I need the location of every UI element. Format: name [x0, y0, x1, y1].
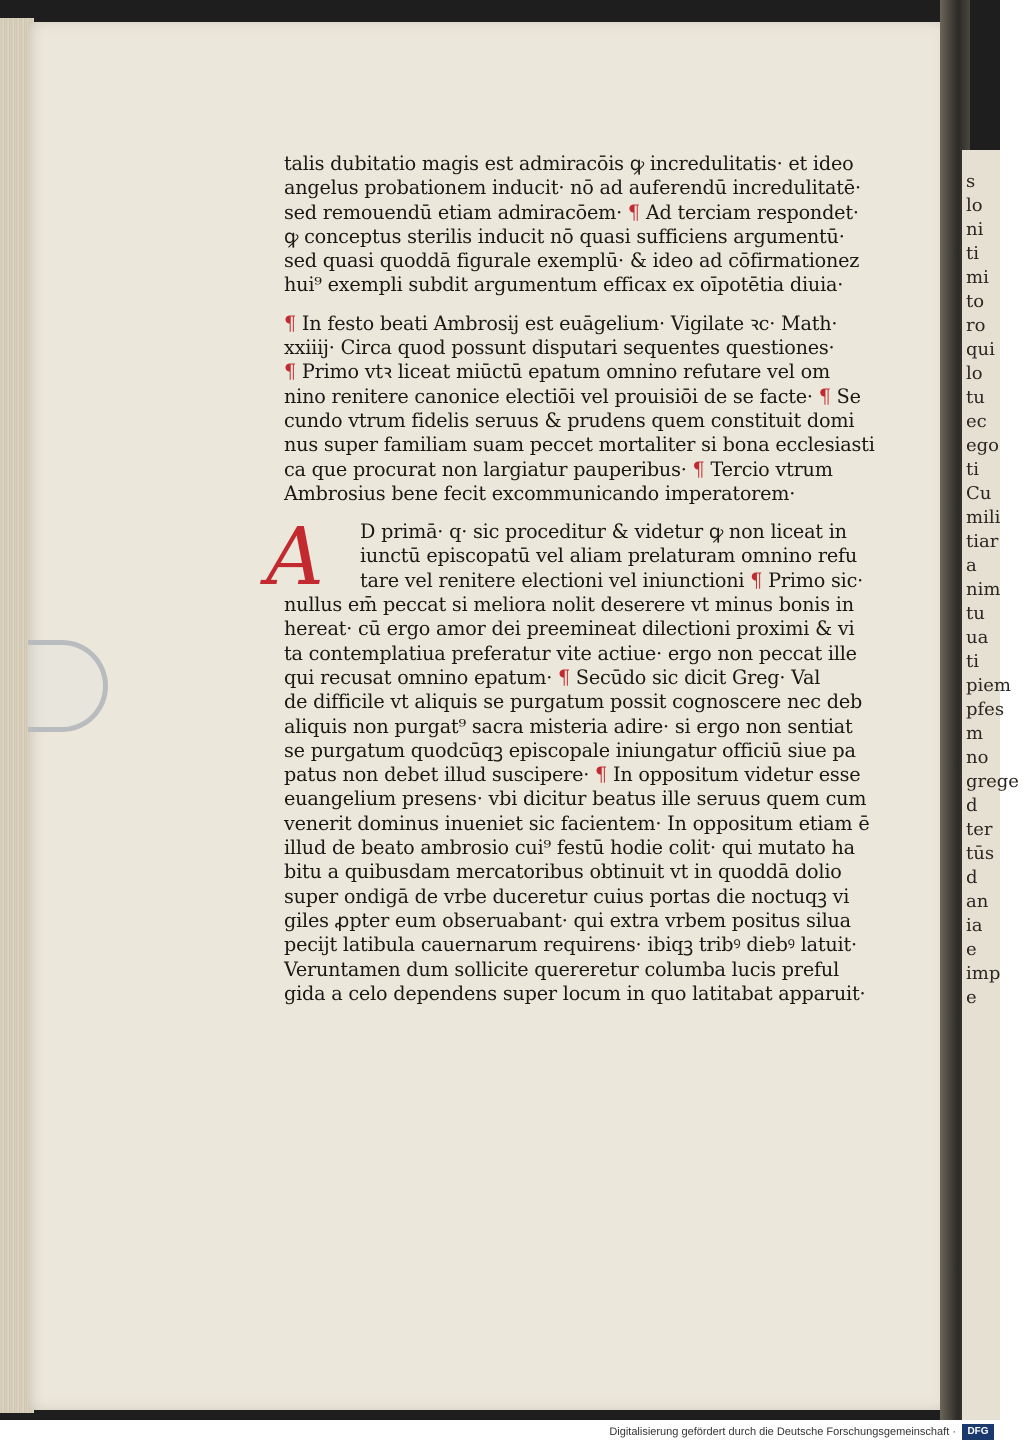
text-line: ca que procurat non largiatur pauperibus· ¶ Tercio vtrum [284, 457, 833, 481]
paragraph-mark: ¶ [692, 457, 705, 481]
text-line: hereat· cū ergo amor dei preemineat dilectioni proximi & vi [284, 617, 855, 641]
edge-text-fragment: ter [966, 819, 993, 840]
edge-text-fragment: piem [966, 675, 1011, 696]
edge-text-fragment: nim [966, 579, 1001, 600]
edge-text-fragment: mili [966, 507, 1001, 528]
paragraph-mark: ¶ [750, 568, 763, 592]
dfg-logo: DFG [962, 1424, 994, 1440]
text-line: Ambrosius bene fecit excommunicando imperatorem· [284, 481, 796, 505]
text-line: pecijt latibula cauernarum requirens· ibiqꝫ tribꝰ diebꝰ latuit· [284, 933, 857, 957]
edge-text-fragment: e [966, 939, 977, 960]
rubricated-initial: A [266, 510, 324, 604]
edge-text-fragment: no [966, 747, 989, 768]
edge-text-fragment: tu [966, 387, 985, 408]
paper-clip [28, 640, 108, 732]
text-line: patus non debet illud suscipere· ¶ In oppositum videtur esse [284, 763, 861, 787]
text-line: super ondigā de vrbe duceretur cuius portas die noctuqꝫ vi [284, 884, 850, 908]
text-line: ¶ Primo vtꝛ liceat miūctū epatum omnino refutare vel om [284, 360, 830, 384]
text-line: giles ꝓpter eum obseruabant· qui extra vrbem positus silua [284, 908, 851, 932]
text-line: euangelium presens· vbi dicitur beatus ille seruus quem cum [284, 787, 867, 811]
paragraph-mark: ¶ [595, 763, 608, 787]
text-line: ¶ In festo beati Ambrosij est euāgelium· Vigilate ꝛc· Math· [284, 311, 838, 335]
text-line: illud de beato ambrosio cui⁹ festū hodie colit· qui mutato ha [284, 836, 855, 860]
edge-text-fragment: qui [966, 339, 995, 360]
edge-text-fragment: ti [966, 243, 979, 264]
paragraph-2 [284, 312, 924, 506]
text-line: de difficile vt aliquis se purgatum possit cognoscere nec deb [284, 690, 863, 714]
text-line: nullus em̄ peccat si meliora nolit deserere vt minus bonis in [284, 593, 854, 617]
edge-text-fragment: an [966, 891, 989, 912]
text-line: qui recusat omnino epatum· ¶ Secūdo sic dicit Greg· Val [284, 665, 821, 689]
paragraph-mark: ¶ [558, 665, 571, 689]
text-line: nus super familiam suam peccet mortaliter si bona ecclesiasti [284, 433, 875, 457]
edge-text-fragment: e [966, 987, 977, 1008]
edge-text-fragment: to [966, 291, 985, 312]
text-line: gida a celo dependens super locum in quo latitabat apparuit· [284, 981, 866, 1005]
digitization-footer [0, 1420, 1000, 1446]
text-line: iunctū episcopatū vel aliam prelaturam omnino refu [360, 544, 858, 568]
text-line: cundo vtrum fidelis seruus & prudens quem constituit domi [284, 408, 855, 432]
text-line: talis dubitatio magis est admiracōis ꝙ incredulitatis· et ideo [284, 152, 854, 175]
edge-text-fragment: ec [966, 411, 987, 432]
edge-text-fragment: lo [966, 363, 983, 384]
edge-text-fragment: mi [966, 267, 989, 288]
edge-text-fragment: imp [966, 963, 1001, 984]
edge-text-fragment: pfes [966, 699, 1005, 720]
paragraph-mark: ¶ [818, 384, 831, 408]
edge-text-fragment: ti [966, 459, 979, 480]
text-line: hui⁹ exempli subdit argumentum efficax ex oīpotētia diuia· [284, 273, 844, 297]
text-line: se purgatum quodcūqꝫ episcopale iniungatur officiū siue pa [284, 738, 856, 762]
edge-text-fragment: tu [966, 603, 985, 624]
edge-text-fragment: d [966, 867, 978, 888]
edge-text-fragment: d [966, 795, 978, 816]
edge-text-fragment: ua [966, 627, 989, 648]
text-line: aliquis non purgat⁹ sacra misteria adire· si ergo non sentiat [284, 714, 853, 738]
text-line: ꝙ conceptus sterilis inducit nō quasi sufficiens argumentū· [284, 224, 845, 248]
text-line: sed quasi quoddā figurale exemplū· & ideo ad cōfirmationez [284, 249, 860, 273]
edge-text-fragment: grege [966, 771, 1019, 792]
edge-text-fragment: Cu [966, 483, 992, 504]
edge-text-fragment: m [966, 723, 984, 744]
text-column [266, 152, 924, 1006]
edge-text-fragment: ego [966, 435, 1000, 456]
edge-text-fragment: tūs [966, 843, 995, 864]
paragraph-3 [266, 510, 924, 1006]
edge-text-fragment: ti [966, 651, 979, 672]
right-page-edge [962, 150, 1019, 1420]
edge-text-fragment: a [966, 555, 977, 576]
text-line: tare vel renitere electioni vel iniunctioni ¶ Primo sic· [360, 568, 864, 592]
text-line: sed remouendū etiam admiracōem· ¶ Ad terciam respondet· [284, 200, 859, 224]
text-line: angelus probationem inducit· nō ad auferendū incredulitatē· [284, 176, 861, 200]
edge-text-fragment: ia [966, 915, 983, 936]
text-line: Veruntamen dum sollicite quereretur columba lucis preful [284, 957, 840, 981]
edge-text-fragment: ro [966, 315, 986, 336]
paragraph-1 [284, 152, 924, 298]
edge-text-fragment: ni [966, 219, 984, 240]
funding-credit: Digitalisierung gefördert durch die Deutsche Forschungsgemeinschaft · [609, 1426, 956, 1438]
edge-text-fragment: s [966, 171, 976, 192]
edge-text-fragment: tiar [966, 531, 999, 552]
text-line: xxiiij· Circa quod possunt disputari sequentes questiones· [284, 336, 835, 360]
right-page-text-fragments [966, 170, 1026, 1010]
paragraph-mark: ¶ [284, 360, 297, 384]
text-line: bitu a quibusdam mercatoribus obtinuit vt in quoddā dolio [284, 860, 842, 884]
edge-text-fragment: lo [966, 195, 983, 216]
text-line: D primā· q· sic proceditur & videtur ꝙ non liceat in [360, 520, 847, 544]
text-line: venerit dominus inueniet sic facientem· In oppositum etiam ē [284, 811, 870, 835]
text-line: ta contemplatiua preferatur vite actiue· ergo non peccat ille [284, 641, 857, 665]
paragraph-mark: ¶ [627, 200, 640, 224]
paragraph-mark: ¶ [284, 311, 297, 335]
text-line: nino renitere canonice electiōi vel prouisiōi de se facte· ¶ Se [284, 384, 861, 408]
